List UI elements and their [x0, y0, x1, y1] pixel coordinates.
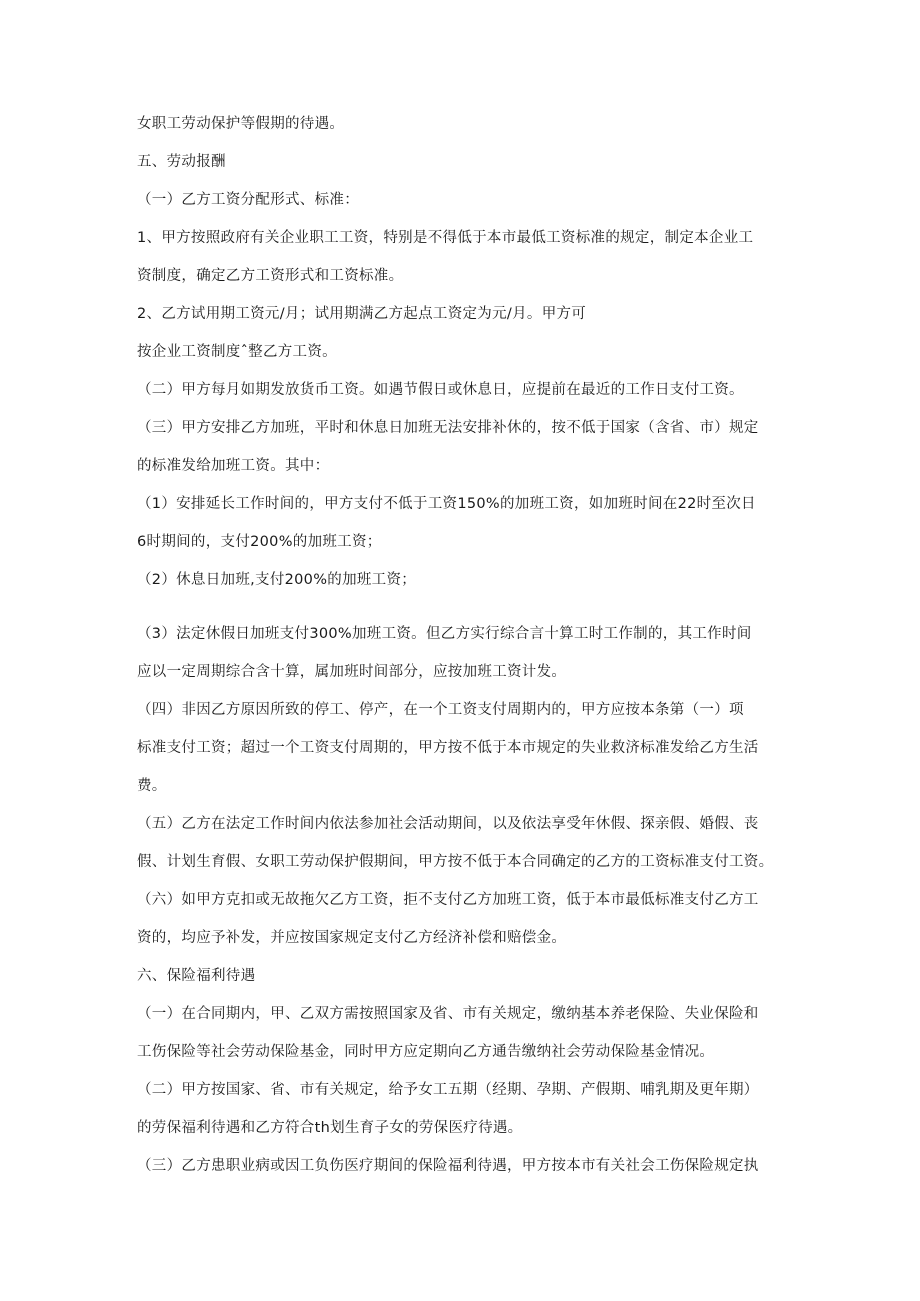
clause-heading: （二）甲方按国家、省、市有关规定，给予女工五期（经期、孕期、产假期、哺乳期及更年期） [137, 1082, 759, 1098]
text-line: 标准支付工资；超过一个工资支付周期的，甲方按不低于本市规定的失业救济标准发给乙方生活 [137, 740, 759, 756]
clause-heading: （三）甲方安排乙方加班，平时和休息日加班无法安排补休的，按不低于国家（含省、市）规定 [137, 420, 759, 436]
clause-heading: （六）如甲方克扣或无故拖欠乙方工资，拒不支付乙方加班工资，低于本市最低标准支付乙方工 [137, 892, 759, 908]
text-line: 2、乙方试用期工资元/月；试用期满乙方起点工资定为元/月。甲方可 [137, 306, 587, 322]
text-line: （1）安排延长工作时间的，甲方支付不低于工资150%的加班工资，如加班时间在22时至次日 [137, 496, 756, 512]
text-line: 假、计划生育假、女职工劳动保护假期间，甲方按不低于本合同确定的乙方的工资标准支付工资。 [137, 854, 774, 870]
clause-heading: （三）乙方患职业病或因工负伤医疗期间的保险福利待遇，甲方按本市有关社会工伤保险规定执 [137, 1158, 759, 1174]
clause-heading: （一）在合同期内，甲、乙双方需按照国家及省、市有关规定，缴纳基本养老保险、失业保险和 [137, 1006, 759, 1022]
clause-heading: （二）甲方每月如期发放货币工资。如遇节假日或休息日，应提前在最近的工作日支付工资。 [137, 382, 744, 398]
text-line: （3）法定休假日加班支付300%加班工资。但乙方实行综合言十算工时工作制的，其工作时间 [137, 626, 752, 642]
text-line: （2）休息日加班,支付200%的加班工资； [137, 572, 417, 588]
text-line: 1、甲方按照政府有关企业职工工资，特别是不得低于本市最低工资标准的规定，制定本企业工 [137, 230, 754, 246]
text-line: 应以一定周期综合含十算，属加班时间部分，应按加班工资计发。 [137, 664, 567, 680]
clause-heading: （一）乙方工资分配形式、标准： [137, 192, 359, 208]
clause-heading: （四）非因乙方原因所致的停工、停产，在一个工资支付周期内的，甲方应按本条第（一）项 [137, 702, 744, 718]
text-line: 工伤保险等社会劳动保险基金，同时甲方应定期向乙方通告缴纳社会劳动保险基金情况。 [137, 1044, 715, 1060]
text-line: 资的，均应予补发，并应按国家规定支付乙方经济补偿和赔偿金。 [137, 930, 567, 946]
text-line: 按企业工资制度ˆ整乙方工资。 [137, 344, 337, 360]
text-line: 的标准发给加班工资。其中： [137, 458, 330, 474]
section-heading-labor-pay: 五、劳动报酬 [137, 154, 226, 170]
text-line: 6时期间的，支付200%的加班工资； [137, 534, 382, 550]
text-line: 女职工劳动保护等假期的待遇。 [137, 116, 345, 132]
contract-body [137, 114, 787, 1176]
text-line: 资制度，确定乙方工资形式和工资标准。 [137, 268, 404, 284]
clause-heading: （五）乙方在法定工作时间内依法参加社会活动期间，以及依法享受年休假、探亲假、婚假、丧 [137, 816, 759, 832]
text-line: 费。 [137, 778, 167, 794]
text-line: 的劳保福利待遇和乙方符合th划生育子女的劳保医疗待遇。 [137, 1120, 523, 1136]
section-heading-insurance: 六、保险福利待遇 [137, 968, 256, 984]
